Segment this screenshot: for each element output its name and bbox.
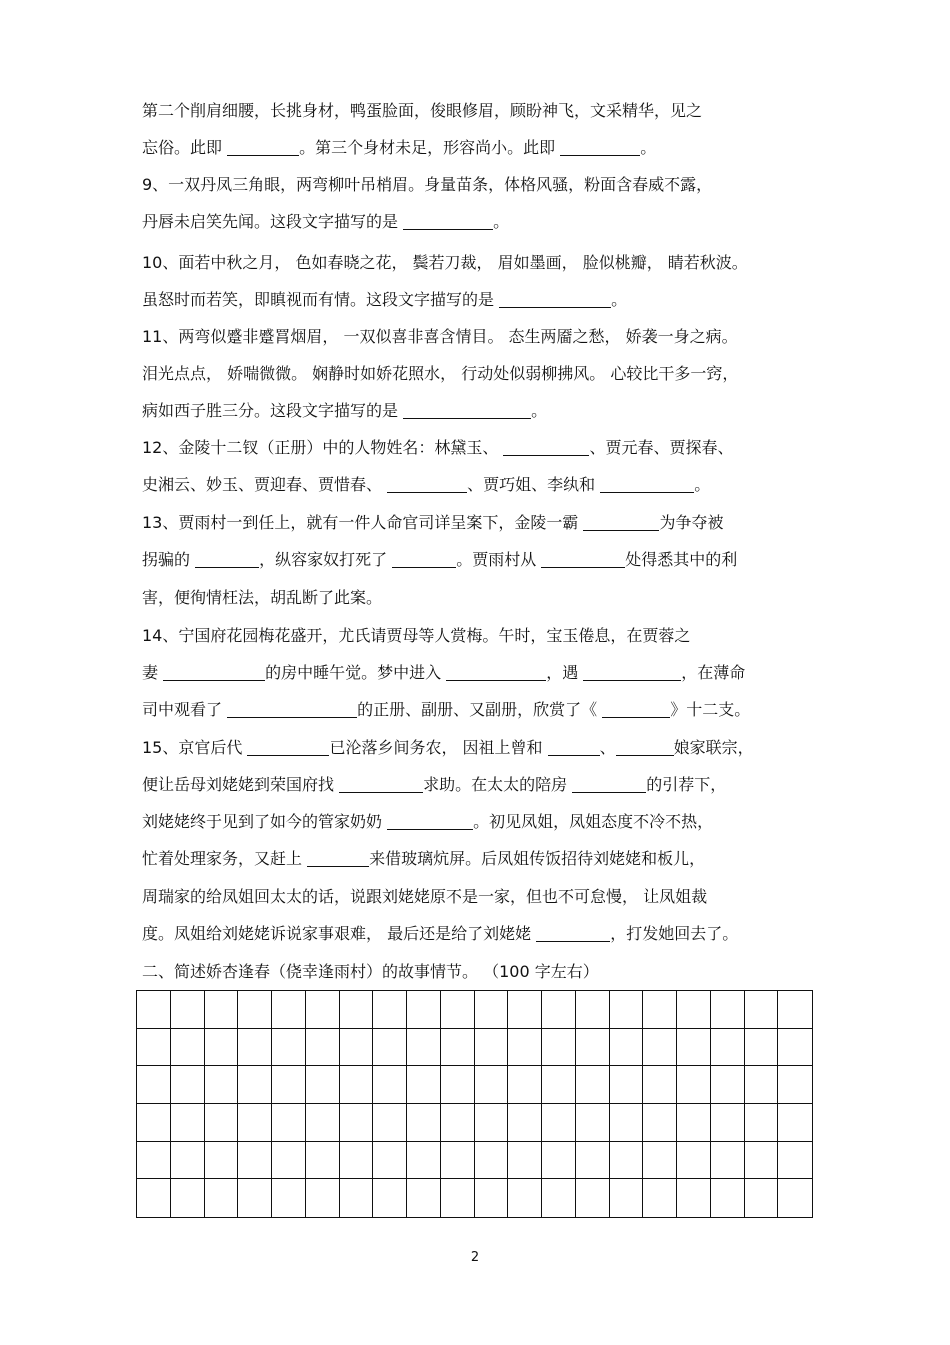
fill-blank[interactable]: [339, 776, 423, 793]
grid-cell[interactable]: [576, 1104, 610, 1142]
grid-cell[interactable]: [778, 1104, 812, 1142]
grid-cell[interactable]: [306, 1029, 340, 1067]
text-segment: 。初见凤姐，凤姐态度不冷不热，: [473, 812, 714, 831]
fill-blank[interactable]: [247, 739, 329, 756]
text-segment: 病如西子胜三分。这段文字描写的是: [142, 401, 404, 420]
fill-blank[interactable]: [307, 850, 369, 867]
text-segment: 、: [599, 738, 616, 757]
fill-blank[interactable]: [583, 664, 681, 681]
grid-cell[interactable]: [272, 1066, 306, 1104]
grid-cell[interactable]: [542, 991, 576, 1029]
text-segment: 13、贾雨村一到任上，就有一件人命官司详呈案下，金陵一霸: [142, 513, 584, 532]
grid-cell[interactable]: [340, 1029, 374, 1067]
grid-cell[interactable]: [373, 1179, 407, 1217]
grid-cell[interactable]: [643, 1142, 677, 1180]
text-line: [142, 625, 690, 647]
grid-cell[interactable]: [778, 1029, 812, 1067]
text-line: [142, 774, 726, 796]
text-line: [142, 289, 627, 311]
fill-blank[interactable]: [195, 551, 259, 568]
text-segment: 虽怒时而若笑，即瞋视而有情。这段文字描写的是: [142, 290, 500, 309]
text-line: [142, 886, 707, 908]
grid-cell[interactable]: [711, 1179, 745, 1217]
grid-cell[interactable]: [475, 1104, 509, 1142]
fill-blank[interactable]: [403, 213, 493, 230]
fill-blank[interactable]: [392, 551, 456, 568]
grid-cell[interactable]: [137, 1142, 171, 1180]
grid-cell[interactable]: [205, 1179, 239, 1217]
text-segment: 15、京官后代: [142, 738, 248, 757]
grid-cell[interactable]: [171, 1179, 205, 1217]
text-segment: 求助。在太太的陪房: [423, 775, 573, 794]
text-segment: 9、一双丹凤三角眼，两弯柳叶吊梢眉。身量苗条，体格风骚，粉面含春威不露，: [142, 175, 713, 194]
text-segment: 。: [531, 401, 548, 420]
text-segment: 的引荐下，: [646, 775, 727, 794]
grid-cell[interactable]: [340, 1104, 374, 1142]
text-segment: 便让岳母刘姥姥到荣国府找: [142, 775, 340, 794]
fill-blank[interactable]: [600, 476, 694, 493]
text-segment: 、贾巧姐、李纨和: [467, 475, 601, 494]
fill-blank[interactable]: [602, 701, 670, 718]
grid-cell[interactable]: [711, 1104, 745, 1142]
fill-blank[interactable]: [227, 139, 299, 156]
grid-cell[interactable]: [677, 991, 711, 1029]
text-line: [142, 100, 702, 122]
grid-cell[interactable]: [508, 1142, 542, 1180]
grid-cell[interactable]: [542, 1142, 576, 1180]
fill-blank[interactable]: [403, 402, 531, 419]
text-segment: 为争夺被: [659, 513, 724, 532]
grid-cell[interactable]: [745, 1179, 779, 1217]
text-segment: 。: [640, 138, 657, 157]
grid-cell[interactable]: [340, 1066, 374, 1104]
grid-cell[interactable]: [205, 1142, 239, 1180]
grid-cell[interactable]: [407, 1029, 441, 1067]
grid-cell[interactable]: [778, 991, 812, 1029]
fill-blank[interactable]: [503, 439, 589, 456]
grid-cell[interactable]: [576, 1179, 610, 1217]
text-segment: 、贾元春、贾探春、: [589, 438, 734, 457]
grid-cell[interactable]: [441, 991, 475, 1029]
grid-cell[interactable]: [238, 1029, 272, 1067]
grid-cell[interactable]: [373, 991, 407, 1029]
fill-blank[interactable]: [446, 664, 546, 681]
text-line: [142, 811, 713, 833]
fill-blank[interactable]: [387, 813, 473, 830]
text-segment: 》十二支。: [670, 700, 751, 719]
grid-cell[interactable]: [643, 1179, 677, 1217]
grid-cell[interactable]: [306, 991, 340, 1029]
grid-cell[interactable]: [441, 1179, 475, 1217]
grid-cell[interactable]: [238, 1104, 272, 1142]
grid-cell[interactable]: [306, 1104, 340, 1142]
grid-cell[interactable]: [373, 1029, 407, 1067]
grid-cell[interactable]: [677, 1142, 711, 1180]
text-line: [142, 437, 733, 459]
fill-blank[interactable]: [163, 664, 265, 681]
fill-blank[interactable]: [499, 291, 611, 308]
grid-cell[interactable]: [238, 1179, 272, 1217]
grid-cell[interactable]: [508, 1066, 542, 1104]
grid-cell[interactable]: [373, 1066, 407, 1104]
grid-cell[interactable]: [306, 1066, 340, 1104]
text-segment: ，在薄命: [681, 663, 746, 682]
grid-cell[interactable]: [643, 991, 677, 1029]
grid-cell[interactable]: [238, 991, 272, 1029]
grid-cell[interactable]: [711, 991, 745, 1029]
grid-cell[interactable]: [205, 1066, 239, 1104]
grid-cell[interactable]: [441, 1029, 475, 1067]
grid-cell[interactable]: [407, 1066, 441, 1104]
grid-cell[interactable]: [407, 991, 441, 1029]
grid-cell[interactable]: [475, 1029, 509, 1067]
grid-cell[interactable]: [610, 1142, 644, 1180]
text-segment: 妻: [142, 663, 164, 682]
grid-cell[interactable]: [508, 1104, 542, 1142]
fill-blank[interactable]: [548, 739, 600, 756]
grid-cell[interactable]: [508, 1179, 542, 1217]
grid-cell[interactable]: [475, 1179, 509, 1217]
grid-cell[interactable]: [272, 1179, 306, 1217]
fill-blank[interactable]: [616, 739, 674, 756]
grid-cell[interactable]: [340, 1179, 374, 1217]
fill-blank[interactable]: [387, 476, 467, 493]
grid-cell[interactable]: [171, 1066, 205, 1104]
grid-cell[interactable]: [137, 1029, 171, 1067]
text-segment: 12、金陵十二钗（正册）中的人物姓名：林黛玉、: [142, 438, 504, 457]
fill-blank[interactable]: [227, 701, 357, 718]
grid-cell[interactable]: [238, 1142, 272, 1180]
text-segment: 的房中睡午觉。梦中进入: [265, 663, 447, 682]
grid-cell[interactable]: [643, 1029, 677, 1067]
grid-cell[interactable]: [272, 1029, 306, 1067]
grid-cell[interactable]: [610, 1179, 644, 1217]
answer-grid[interactable]: [136, 990, 813, 1218]
text-segment: 来借玻璃炕屏。后凤姐传饭招待刘姥姥和板儿，: [369, 849, 706, 868]
grid-cell[interactable]: [306, 1142, 340, 1180]
page-number: 2: [470, 1250, 480, 1265]
grid-cell[interactable]: [441, 1142, 475, 1180]
grid-cell[interactable]: [643, 1066, 677, 1104]
text-segment: ，打发她回去了。: [610, 924, 739, 943]
grid-cell[interactable]: [373, 1142, 407, 1180]
grid-cell[interactable]: [677, 1066, 711, 1104]
text-segment: 10、面若中秋之月， 色如春晓之花， 鬓若刀裁， 眉如墨画， 脸似桃瓣， 睛若秋波。: [142, 253, 748, 272]
grid-cell[interactable]: [272, 1142, 306, 1180]
text-segment: 处得悉其中的利: [625, 550, 738, 569]
text-segment: 的正册、副册、又副册，欣赏了《: [357, 700, 603, 719]
grid-cell[interactable]: [542, 1066, 576, 1104]
grid-cell[interactable]: [610, 991, 644, 1029]
text-segment: 。贾雨村从: [456, 550, 542, 569]
grid-cell[interactable]: [610, 1029, 644, 1067]
fill-blank[interactable]: [541, 551, 625, 568]
text-segment: 度。凤姐给刘姥姥诉说家事艰难， 最后还是给了刘姥姥: [142, 924, 537, 943]
text-segment: 丹唇未启笑先闻。这段文字描写的是: [142, 212, 404, 231]
grid-cell[interactable]: [542, 1179, 576, 1217]
text-segment: 二、简述娇杏逢春（侥幸逢雨村）的故事情节。 （100 字左右）: [142, 962, 599, 981]
grid-cell[interactable]: [711, 1029, 745, 1067]
grid-cell[interactable]: [205, 991, 239, 1029]
text-line: [142, 474, 710, 496]
grid-cell[interactable]: [475, 1066, 509, 1104]
text-segment: 已沦落乡间务农， 因祖上曾和: [329, 738, 548, 757]
grid-cell[interactable]: [745, 1066, 779, 1104]
text-segment: 14、宁国府花园梅花盛开，尤氏请贾母等人赏梅。午时，宝玉倦息，在贾蓉之: [142, 626, 691, 645]
text-segment: 拐骗的: [142, 550, 196, 569]
grid-cell[interactable]: [171, 1104, 205, 1142]
text-line: [142, 662, 745, 684]
grid-cell[interactable]: [205, 1029, 239, 1067]
grid-cell[interactable]: [238, 1066, 272, 1104]
grid-cell[interactable]: [475, 991, 509, 1029]
fill-blank[interactable]: [583, 514, 659, 531]
grid-cell[interactable]: [171, 1142, 205, 1180]
grid-cell[interactable]: [576, 1029, 610, 1067]
grid-cell[interactable]: [745, 1142, 779, 1180]
grid-cell[interactable]: [610, 1104, 644, 1142]
grid-cell[interactable]: [441, 1066, 475, 1104]
grid-cell[interactable]: [272, 1104, 306, 1142]
grid-cell[interactable]: [340, 1142, 374, 1180]
grid-cell[interactable]: [677, 1104, 711, 1142]
text-line: [142, 848, 705, 870]
text-segment: 史湘云、妙玉、贾迎春、贾惜春、: [142, 475, 388, 494]
text-line: [142, 252, 748, 274]
grid-cell[interactable]: [137, 991, 171, 1029]
grid-cell[interactable]: [171, 991, 205, 1029]
grid-cell[interactable]: [205, 1104, 239, 1142]
text-segment: 。第三个身材未足，形容尚小。此即: [299, 138, 561, 157]
text-segment: 忙着处理家务，又赶上: [142, 849, 308, 868]
text-segment: 司中观看了: [142, 700, 228, 719]
grid-cell[interactable]: [576, 1142, 610, 1180]
grid-cell[interactable]: [340, 991, 374, 1029]
grid-cell[interactable]: [576, 991, 610, 1029]
grid-cell[interactable]: [677, 1179, 711, 1217]
grid-cell[interactable]: [576, 1066, 610, 1104]
text-segment: 11、两弯似蹙非蹙罥烟眉， 一双似喜非喜含情目。 态生两靥之愁， 娇袭一身之病。: [142, 327, 738, 346]
grid-cell[interactable]: [711, 1142, 745, 1180]
grid-cell[interactable]: [745, 991, 779, 1029]
grid-cell[interactable]: [542, 1104, 576, 1142]
grid-cell[interactable]: [778, 1066, 812, 1104]
text-segment: ，遇: [546, 663, 584, 682]
text-line: [142, 363, 738, 385]
text-segment: 害，便徇情枉法，胡乱断了此案。: [142, 588, 383, 607]
text-line: [142, 587, 382, 609]
text-line: [142, 326, 738, 348]
text-line: [142, 211, 509, 233]
grid-cell[interactable]: [508, 1029, 542, 1067]
text-segment: 。: [694, 475, 711, 494]
text-line: [142, 961, 599, 983]
grid-cell[interactable]: [778, 1142, 812, 1180]
grid-cell[interactable]: [137, 1066, 171, 1104]
text-segment: 忘俗。此即: [142, 138, 228, 157]
grid-cell[interactable]: [306, 1179, 340, 1217]
text-segment: 泪光点点， 娇喘微微。 娴静时如娇花照水， 行动处似弱柳拂风。 心较比干多一窍，: [142, 364, 739, 383]
text-segment: 娘家联宗，: [673, 738, 754, 757]
grid-cell[interactable]: [475, 1142, 509, 1180]
text-line: [142, 137, 656, 159]
text-segment: ，纵容家奴打死了: [259, 550, 393, 569]
text-segment: 刘姥姥终于见到了如今的管家奶奶: [142, 812, 388, 831]
text-line: [142, 400, 547, 422]
grid-cell[interactable]: [137, 1104, 171, 1142]
grid-cell[interactable]: [137, 1179, 171, 1217]
text-segment: 第二个削肩细腰，长挑身材，鸭蛋脸面，俊眼修眉，顾盼神飞，文采精华，见之: [142, 101, 703, 120]
text-line: [142, 923, 738, 945]
text-line: [142, 737, 754, 759]
fill-blank[interactable]: [560, 139, 640, 156]
grid-cell[interactable]: [745, 1029, 779, 1067]
grid-cell[interactable]: [373, 1104, 407, 1142]
grid-cell[interactable]: [272, 991, 306, 1029]
grid-cell[interactable]: [407, 1104, 441, 1142]
grid-cell[interactable]: [508, 991, 542, 1029]
grid-cell[interactable]: [643, 1104, 677, 1142]
grid-cell[interactable]: [542, 1029, 576, 1067]
text-line: [142, 512, 723, 534]
text-line: [142, 174, 712, 196]
grid-cell[interactable]: [677, 1029, 711, 1067]
text-line: [142, 699, 750, 721]
grid-cell[interactable]: [610, 1066, 644, 1104]
grid-cell[interactable]: [407, 1179, 441, 1217]
text-segment: 周瑞家的给凤姐回太太的话，说跟刘姥姥原不是一家，但也不可怠慢， 让凤姐裁: [142, 887, 708, 906]
fill-blank[interactable]: [536, 925, 610, 942]
grid-cell[interactable]: [778, 1179, 812, 1217]
text-segment: 。: [611, 290, 628, 309]
grid-cell[interactable]: [745, 1104, 779, 1142]
grid-cell[interactable]: [407, 1142, 441, 1180]
grid-cell[interactable]: [171, 1029, 205, 1067]
text-line: [142, 549, 737, 571]
grid-cell[interactable]: [711, 1066, 745, 1104]
text-segment: 。: [493, 212, 510, 231]
grid-cell[interactable]: [441, 1104, 475, 1142]
fill-blank[interactable]: [572, 776, 646, 793]
